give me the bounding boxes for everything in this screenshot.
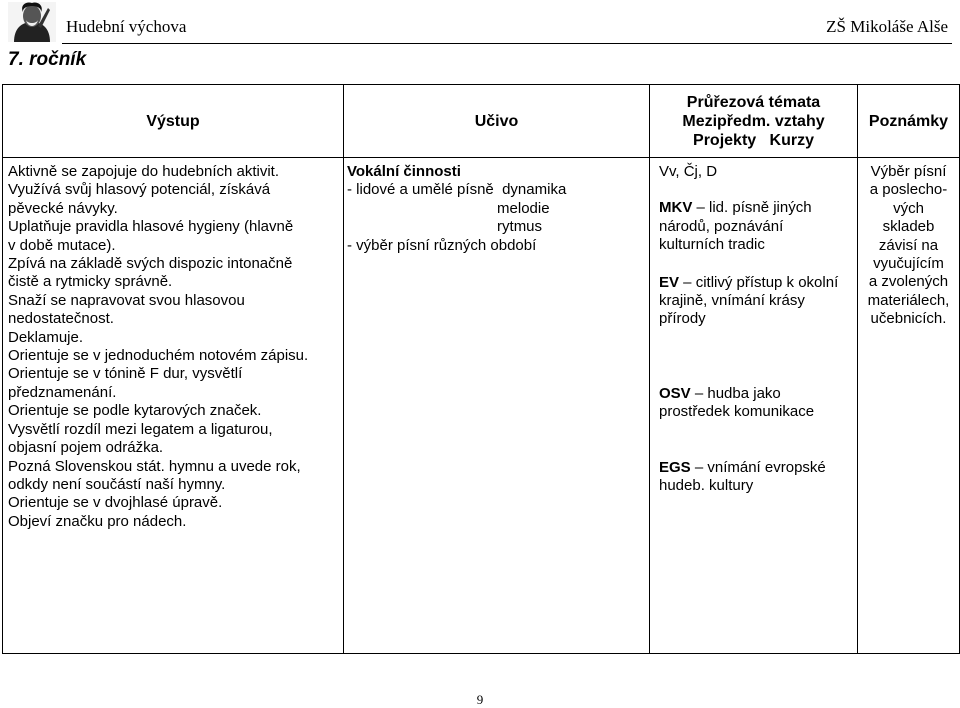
- ev-tag: EV: [659, 273, 680, 291]
- school-name: ZŠ Mikoláše Alše: [826, 17, 948, 36]
- vystup-line: Orientuje se v dvojhlasé úpravě.: [8, 494, 223, 512]
- table-row: [3, 158, 960, 654]
- poznamky-line: vyučujícím: [873, 255, 944, 273]
- poznamky-cell: [858, 158, 960, 654]
- header-prurezova-line2: Mezipředm. vztahy: [682, 112, 825, 130]
- vystup-line: Objeví značku pro nádech.: [8, 512, 187, 530]
- poznamky-line: skladeb: [882, 218, 935, 236]
- prurezova-egs: [650, 459, 857, 477]
- vystup-line: Snaží se napravovat svou hlasovou: [8, 291, 245, 309]
- poznamky-line: a poslecho-: [869, 181, 948, 199]
- prurezova-osv: [650, 385, 857, 403]
- vystup-line: Aktivně se zapojuje do hudebních aktivit.: [8, 163, 280, 180]
- egs-tag: EGS: [659, 458, 691, 476]
- page-number: 9: [476, 692, 484, 707]
- vystup-cell: [3, 158, 344, 654]
- prurezova-cell: [650, 158, 858, 654]
- prurezova-line: kulturních tradic: [659, 236, 765, 254]
- subject-title: Hudební výchova: [66, 17, 187, 36]
- vystup-line: nedostatečnost.: [8, 310, 114, 328]
- poznamky-line: učebnicích.: [870, 310, 947, 328]
- header-poznamky: Poznámky: [858, 85, 960, 158]
- mkv-text: – lid. písně jiných: [692, 199, 812, 217]
- poznamky-line: a zvolených: [868, 273, 949, 291]
- header-ucivo: Učivo: [344, 85, 650, 158]
- header-prurezova: [650, 85, 858, 158]
- page-header: [0, 0, 960, 44]
- vystup-line: Orientuje se v tónině F dur, vysvětlí: [8, 365, 243, 383]
- prurezova-line: prostředek komunikace: [659, 403, 815, 421]
- poznamky-line: závisí na: [878, 236, 939, 254]
- poznamky-line: materiálech,: [867, 291, 950, 309]
- vystup-line: Využívá svůj hlasový potenciál, získává: [8, 181, 271, 199]
- ucivo-line: melodie: [347, 199, 550, 217]
- ucivo-line: - lidové a umělé písně dynamika: [347, 181, 567, 199]
- vystup-line: Vysvětlí rozdíl mezi legatem a ligaturou,: [8, 420, 273, 438]
- header-prurezova-line3: Projekty Kurzy: [693, 131, 814, 149]
- osv-tag: OSV: [659, 384, 691, 402]
- vystup-line: předznamenání.: [8, 383, 117, 401]
- prurezova-mkv: [650, 199, 857, 217]
- ucivo-line: - výběr písní různých období: [347, 236, 537, 254]
- table-header-row: [3, 85, 960, 158]
- grade-title: 7. ročník: [8, 49, 87, 70]
- prurezova-line: přírody: [659, 310, 706, 328]
- prurezova-line: národů, poznávání: [659, 217, 784, 235]
- vystup-line: Zpívá na základě svých dispozic intonačně: [8, 255, 293, 273]
- vystup-line: v době mutace).: [8, 236, 116, 254]
- vystup-line: Orientuje se v jednoduchém notovém zápisu.: [8, 347, 309, 365]
- poznamky-line: vých: [893, 199, 924, 217]
- portrait-logo-icon: [8, 2, 56, 42]
- ucivo-line: rytmus: [347, 218, 543, 236]
- vystup-line: objasní pojem odrážka.: [8, 439, 164, 457]
- ucivo-cell: [344, 158, 650, 654]
- vystup-line: pěvecké návyky.: [8, 199, 118, 217]
- header-divider: [62, 43, 952, 44]
- prurezova-line: hudeb. kultury: [659, 477, 754, 495]
- prurezova-ev: [650, 274, 857, 292]
- header-vystup: Výstup: [3, 85, 344, 158]
- curriculum-table: [2, 84, 960, 654]
- egs-text: – vnímání evropské: [690, 458, 826, 476]
- ucivo-heading: Vokální činnosti: [347, 163, 461, 180]
- mkv-tag: MKV: [659, 199, 693, 217]
- ev-text: – citlivý přístup k okolní: [679, 273, 839, 291]
- prurezova-subjects: Vv, Čj, D: [659, 163, 718, 180]
- vystup-line: Uplatňuje pravidla hlasové hygieny (hlavně: [8, 218, 294, 236]
- osv-text: – hudba jako: [690, 384, 781, 402]
- header-prurezova-line1: Průřezová témata: [686, 93, 821, 111]
- poznamky-line: Výběr písní: [870, 163, 947, 180]
- vystup-line: Deklamuje.: [8, 328, 84, 346]
- prurezova-line: krajině, vnímání krásy: [659, 292, 805, 310]
- vystup-line: Orientuje se podle kytarových značek.: [8, 402, 262, 420]
- vystup-line: čistě a rytmicky správně.: [8, 273, 173, 291]
- vystup-line: Pozná Slovenskou stát. hymnu a uvede rok,: [8, 457, 301, 475]
- vystup-line: odkdy není součástí naší hymny.: [8, 475, 226, 493]
